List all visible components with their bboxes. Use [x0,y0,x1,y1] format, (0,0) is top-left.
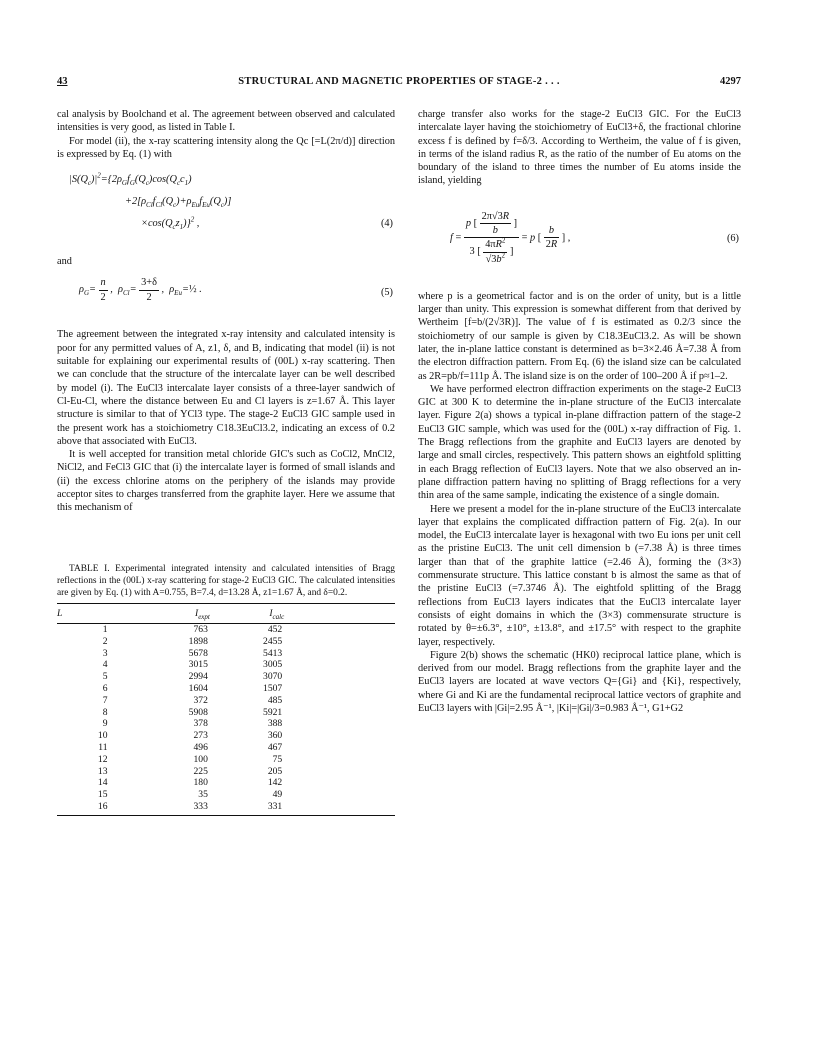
cell-L: 9 [102,718,108,730]
cell-L: 2 [102,635,108,647]
data-table [57,603,395,816]
cell-expt: 763 [193,623,208,635]
cell-calc: 5413 [263,647,283,659]
table-row [57,766,395,778]
cell-expt: 2994 [188,671,208,683]
cell-expt: 372 [193,694,208,706]
header-expt [142,603,216,623]
cell-L: 11 [98,741,108,753]
header-expt-symbol: I [194,607,199,619]
cell-calc: 388 [267,718,283,730]
table-row [57,623,395,635]
cell-calc: 75 [272,753,283,765]
right-column [418,108,741,715]
table-row [57,659,395,671]
cell-L: 14 [97,777,108,789]
cell-expt: 333 [142,801,216,815]
cell-calc: 3070 [263,671,283,683]
cell-expt: 378 [193,718,208,730]
cell-expt: 3015 [188,659,208,671]
page-number-right: 4297 [720,76,741,87]
cell-calc: 3005 [263,659,283,671]
header-expt-subscript: expt [198,612,210,621]
paragraph: Figure 2(b) shows the schematic (HK0) reciprocal lattice plane, which is derived from our model. Bragg reflections from the graphite layer and the EuCl3 layers are located at wave vectors Q={Gi} and {Ki}, respectively, where Gi and Ki are the fundamental reciprocal lattice vectors of graphite and EuCl3 layers with |Gi|=2.95 Å⁻¹, |Ki|=|Gi|/3=0.983 Å⁻¹, G1+G2 [418,649,741,714]
equation-number: (6) [726,232,739,244]
cell-expt: 273 [193,730,208,742]
paragraph: where p is a geometrical factor and is on the order of unity, but is a little larger than unity. This expression is somewhat different from that derived by Wertheim [f=b/(2√3R)]. The value of f is estimated as 0.2/3 since the stoichiometry of our sample is given by C18.3EuCl3.2. As will be shown later, the in-plane lattice constant is determined as b=3×2.46 Å=7.38 Å from the electron diffraction pattern. From Eq. (6) the island size can be calculated as 2R=pb/f=111p Å. The island size is on the order of 100–200 Å if p≈1–2. [418,290,741,382]
equation-6: f = p [ $\frac{2\pi√3R}{b}$ ] 3 [ $\frac{4\pi R^2}{√3b^2}$ ] = p [ $\frac{b}{2R}$ ] , (6) [450,210,739,265]
equation-number: (5) [380,287,393,299]
paragraph: We have performed electron diffraction experiments on the stage-2 EuCl3 GIC at 300 K to determine the in-plane structure of the EuCl3 intercalate layer. Figure 2(a) shows a typical in-plane diffraction pattern of the stage-2 EuCl3 GIC sample, which was used for the (00L) x-ray diffraction of Fig. 1. The Bragg reflections from the graphite and EuCl3 layers are denoted by large and small circles, respectively. This pattern shows an eightfold splitting in each Bragg reflection of EuCl3 layers. Note that we also observed an in-plane diffraction pattern having no splitting of Bragg reflections for a very thin area of the same sample, indicating the existence of a single domain. [418,383,741,502]
cell-calc: 49 [272,789,283,801]
cell-calc: 142 [267,777,283,789]
cell-L: 10 [97,730,108,742]
paragraph: charge transfer also works for the stage-2 EuCl3 GIC. For the EuCl3 intercalate layer having the stoichiometry of EuCl3+δ, the fractional chlorine excess f is defined by f=δ/3. According to Wertheim, the value of f is given, in terms of the island radius R, as the ratio of the number of Eu atoms on the boundary of the island to three times the number of Eu atoms inside the island, yielding [418,109,741,187]
cell-calc: 5921 [263,706,283,718]
cell-calc: 485 [267,694,283,706]
cell-calc: 331 [216,801,290,815]
cell-L: 4 [102,659,108,671]
cell-calc: 467 [267,741,283,753]
equation-number: (4) [380,218,393,230]
cell-L: 13 [97,765,108,777]
table-row [57,777,395,789]
cell-L: 7 [102,694,108,706]
table-row [57,671,395,683]
cell-L: 1 [102,623,108,635]
table-row [57,648,395,660]
cell-expt: 100 [193,753,208,765]
table-header-row [57,603,395,623]
left-column [57,108,395,816]
equation-4: $|S(Q_c)|^2=\{2\rho_Gf_G(Q_c)\cos(Q_cc_1)$ $+2[\rho_{Cl}f_{Cl}(Q_c)+\rho_{Eu}f_{Eu}(Q_c)]$ $\times\cos(Q_cz_1)\}^2$ , (4) [69,171,393,232]
table-caption: TABLE I. Experimental integrated intensity and calculated intensities of Bragg reflections in the (00L) x-ray scattering for stage-2 EuCl3 GIC. The calculated intensities are given by Eq. (1) with A=0.755, B=7.4, d=13.28 Å, z1=1.67 Å, and δ=0.2. [57,563,395,598]
table-row [57,707,395,719]
table-row [57,742,395,754]
table-row [57,636,395,648]
paragraph: cal analysis by Boolchand et al. The agreement between observed and calculated intensities is very good, as listed in Table I. [57,109,395,134]
cell-L: 5 [102,671,108,683]
header-calc-subscript: calc [272,612,285,621]
cell-calc: 360 [267,730,283,742]
running-header [57,76,741,92]
cell-calc: 2455 [263,635,283,647]
cell-L: 15 [97,789,108,801]
paragraph: Here we present a model for the in-plane structure of the EuCl3 intercalate layer that explains the complicated diffraction pattern of Fig. 2(a). In our model, the EuCl3 intercalate layer is hexagonal with two Eu ions per unit cell as the pristine EuCl3. The unit cell dimension b (=7.38 Å) is three times larger than that of the graphite lattice (=2.46 Å), forming the (3×3) commensurate structure. This lattice constant b is almost the same as that of the pristine EuCl3 (=7.3746 Å). The eightfold splitting of the Bragg reflections from EuCl3 layers indicates that the EuCl3 intercalate layer consists of eight domains in which the (3×3) commensurate structure is rotated by θ=±6.3°, ±10°, ±13.8°, and ±17.5° with respect to the graphite layer, respectively. [418,503,741,648]
cell-expt: 1898 [188,635,208,647]
header-calc [216,603,290,623]
cell-calc: 452 [267,623,283,635]
table-row [57,695,395,707]
header-calc-symbol: I [269,607,273,619]
cell-L: 8 [102,706,108,718]
cell-expt: 5908 [188,706,208,718]
cell-calc: 205 [267,765,283,777]
table-row [57,730,395,742]
paragraph: For model (ii), the x-ray scattering intensity along the Qc [=L(2π/d)] direction is expressed by Eq. (1) with [57,135,395,160]
cell-expt: 496 [193,741,208,753]
cell-expt: 225 [193,765,208,777]
cell-expt: 35 [198,789,208,801]
page-number-left: 43 [57,76,68,87]
cell-L: 16 [57,801,142,815]
table-row [57,801,395,815]
cell-expt: 180 [193,777,208,789]
cell-L: 12 [97,753,108,765]
table-row [57,754,395,766]
cell-L: 6 [102,682,108,694]
cell-calc: 1507 [263,682,283,694]
cell-L: 3 [102,647,108,659]
cell-expt: 1604 [188,682,208,694]
table-row [57,718,395,730]
header-L: L [57,603,142,623]
paragraph: and [57,256,72,268]
table-row [57,789,395,801]
paragraph: The agreement between the integrated x-ray intensity and calculated intensity is poor for any permitted values of A, z1, δ, and B, indicating that model (ii) is not suitable for explaining our experimental results of (00L) x-ray scattering. Then we can conclude that the structure of the intercalate layer can be well described by model (i). The EuCl3 intercalate layer consists of a three-layer sandwich of Cl-Eu-Cl, where the distance between Eu and Cl layers is z=1.67 Å. This layer structure is similar to that of YCl3 type. The stage-2 EuCl3 GIC sample used in the present work has a stoichiometry C18.3EuCl3.2, indicating an excess of 0.2 above that associated with EuCl3. [57,329,395,447]
paragraph: It is well accepted for transition metal chloride GIC's such as CoCl2, MnCl2, NiCl2, and FeCl3 GIC that (i) the intercalate layer is formed of small islands and (ii) the excess chlorine atoms on the periphery of the islands may provide acceptor sites to charges transferred from the graphite layer. Here we assume that this mechanism of [57,449,395,514]
equation-5: $\rho_G=$ $\frac{n}{2}$ , $\rho_{Cl}=$ $\frac{3+\delta}{2}$ , $\rho_{Eu}=\frac{1}{2}$ . (5) [79,277,393,303]
running-title: STRUCTURAL AND MAGNETIC PROPERTIES OF STAGE-2 . . . [238,76,560,87]
cell-expt: 5678 [188,647,208,659]
table-row [57,683,395,695]
